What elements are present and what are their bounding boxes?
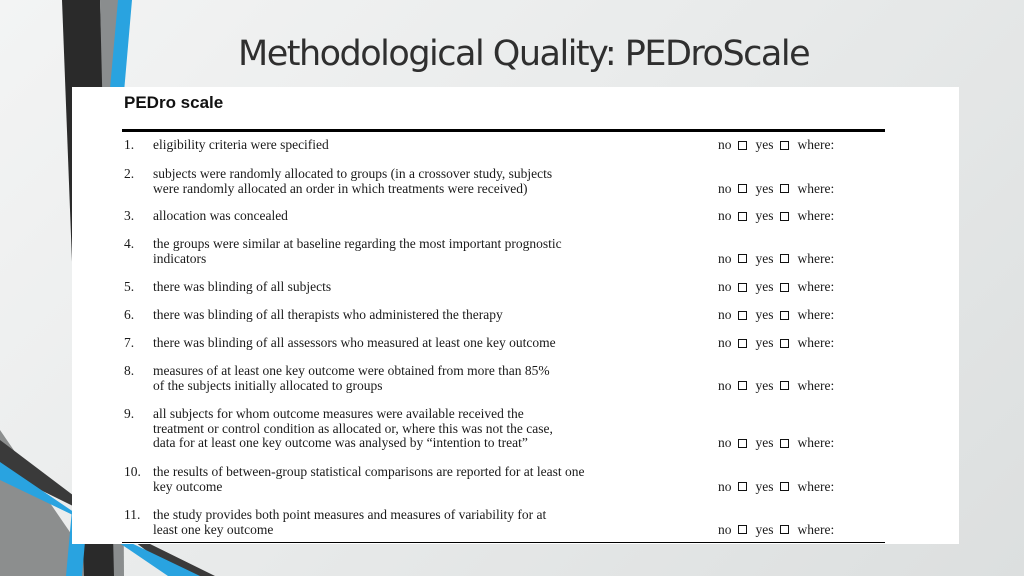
criterion-number: 8.	[124, 363, 135, 378]
yes-label: yes	[755, 377, 774, 393]
criterion-text	[153, 407, 733, 451]
criterion-number: 7.	[124, 335, 135, 350]
no-checkbox[interactable]	[738, 212, 747, 221]
criterion-row	[124, 407, 934, 451]
where-label: where:	[797, 180, 835, 196]
criterion-row	[124, 364, 934, 393]
criterion-text-line: of the subjects initially allocated to groups	[153, 377, 383, 393]
criterion-text	[153, 167, 733, 196]
no-checkbox[interactable]	[738, 439, 747, 448]
response-options	[718, 252, 834, 267]
bottom-rule	[122, 542, 885, 543]
where-label: where:	[797, 435, 835, 450]
yes-checkbox[interactable]	[780, 439, 789, 448]
yes-label: yes	[755, 137, 774, 152]
criterion-text	[153, 237, 733, 266]
criteria-list	[72, 87, 959, 544]
criterion-text-line: allocation was concealed	[153, 208, 288, 223]
criterion-text	[153, 209, 733, 224]
no-label: no	[718, 435, 732, 450]
criterion-number: 5.	[124, 279, 135, 294]
yes-checkbox[interactable]	[780, 184, 789, 193]
criterion-text-line: subjects were randomly allocated to groups (in a crossover study, subjects	[153, 166, 553, 181]
where-label: where:	[797, 335, 835, 350]
pedro-scale-document	[72, 87, 959, 544]
criterion-number: 1.	[124, 137, 135, 152]
criterion-number: 11.	[124, 507, 141, 522]
slide-title: Methodological Quality: PEDroScale	[238, 34, 810, 74]
no-checkbox[interactable]	[738, 339, 747, 348]
response-options	[718, 280, 834, 295]
criterion-row	[124, 308, 934, 323]
criterion-row	[124, 237, 934, 266]
no-label: no	[718, 307, 732, 322]
where-label: where:	[797, 521, 835, 537]
no-checkbox[interactable]	[738, 254, 747, 263]
where-label: where:	[797, 279, 835, 294]
criterion-text-line: there was blinding of all assessors who measured at least one key outcome	[153, 335, 556, 350]
no-label: no	[718, 250, 732, 266]
scale-heading: PEDro scale	[124, 93, 224, 112]
yes-checkbox[interactable]	[780, 381, 789, 390]
where-label: where:	[797, 137, 835, 152]
criterion-number: 9.	[124, 406, 135, 421]
criterion-text-line: indicators	[153, 250, 207, 266]
yes-checkbox[interactable]	[780, 482, 789, 491]
criterion-number: 3.	[124, 208, 135, 223]
no-checkbox[interactable]	[738, 525, 747, 534]
criterion-text	[153, 465, 733, 494]
response-options	[718, 480, 834, 495]
criterion-text-line: all subjects for whom outcome measures were available received the	[153, 406, 524, 421]
response-options	[718, 336, 834, 351]
criterion-number: 6.	[124, 307, 135, 322]
criterion-row	[124, 336, 934, 351]
criterion-text	[153, 364, 733, 393]
no-checkbox[interactable]	[738, 482, 747, 491]
no-label: no	[718, 478, 732, 494]
criterion-row	[124, 167, 934, 196]
yes-label: yes	[755, 335, 774, 350]
no-checkbox[interactable]	[738, 311, 747, 320]
response-options	[718, 308, 834, 323]
criterion-text-line: eligibility criteria were specified	[153, 137, 329, 152]
criterion-text-line: there was blinding of all therapists who administered the therapy	[153, 307, 503, 322]
criterion-number: 2.	[124, 166, 135, 181]
criterion-row	[124, 465, 934, 494]
criterion-text	[153, 138, 733, 153]
criterion-text-line: treatment or control condition as allocated or, where this was not the case,	[153, 420, 553, 436]
yes-checkbox[interactable]	[780, 339, 789, 348]
criterion-text-line: key outcome	[153, 478, 223, 494]
response-options	[718, 209, 834, 224]
criterion-row	[124, 209, 934, 224]
criterion-row	[124, 138, 934, 153]
response-options	[718, 436, 834, 451]
yes-checkbox[interactable]	[780, 311, 789, 320]
yes-checkbox[interactable]	[780, 283, 789, 292]
response-options	[718, 182, 834, 197]
criterion-text-line: the groups were similar at baseline regarding the most important prognostic	[153, 236, 562, 251]
no-label: no	[718, 377, 732, 393]
criterion-text	[153, 508, 733, 537]
response-options	[718, 138, 834, 153]
no-label: no	[718, 521, 732, 537]
criterion-text-line: there was blinding of all subjects	[153, 279, 332, 294]
no-label: no	[718, 180, 732, 196]
criterion-row	[124, 508, 934, 537]
no-label: no	[718, 137, 732, 152]
where-label: where:	[797, 208, 835, 223]
response-options	[718, 523, 834, 538]
yes-label: yes	[755, 180, 774, 196]
response-options	[718, 379, 834, 394]
yes-label: yes	[755, 250, 774, 266]
no-checkbox[interactable]	[738, 283, 747, 292]
criterion-number: 10.	[124, 464, 141, 479]
yes-checkbox[interactable]	[780, 212, 789, 221]
where-label: where:	[797, 377, 835, 393]
criterion-text-line: data for at least one key outcome was analysed by “intention to treat”	[153, 435, 528, 450]
no-label: no	[718, 279, 732, 294]
yes-label: yes	[755, 208, 774, 223]
where-label: where:	[797, 250, 835, 266]
criterion-text	[153, 308, 733, 323]
criterion-text-line: were randomly allocated an order in which treatments were received)	[153, 180, 528, 196]
criterion-text	[153, 336, 733, 351]
criterion-text-line: least one key outcome	[153, 521, 274, 537]
where-label: where:	[797, 478, 835, 494]
criterion-text-line: the results of between-group statistical comparisons are reported for at least one	[153, 464, 585, 479]
yes-label: yes	[755, 521, 774, 537]
yes-label: yes	[755, 307, 774, 322]
yes-label: yes	[755, 435, 774, 450]
yes-checkbox[interactable]	[780, 141, 789, 150]
no-checkbox[interactable]	[738, 141, 747, 150]
no-checkbox[interactable]	[738, 184, 747, 193]
criterion-text	[153, 280, 733, 295]
criterion-number: 4.	[124, 236, 135, 251]
criterion-text-line: measures of at least one key outcome were obtained from more than 85%	[153, 363, 550, 378]
yes-label: yes	[755, 279, 774, 294]
criterion-text-line: the study provides both point measures and measures of variability for at	[153, 507, 547, 522]
yes-checkbox[interactable]	[780, 254, 789, 263]
yes-label: yes	[755, 478, 774, 494]
yes-checkbox[interactable]	[780, 525, 789, 534]
where-label: where:	[797, 307, 835, 322]
no-label: no	[718, 208, 732, 223]
no-label: no	[718, 335, 732, 350]
no-checkbox[interactable]	[738, 381, 747, 390]
criterion-row	[124, 280, 934, 295]
